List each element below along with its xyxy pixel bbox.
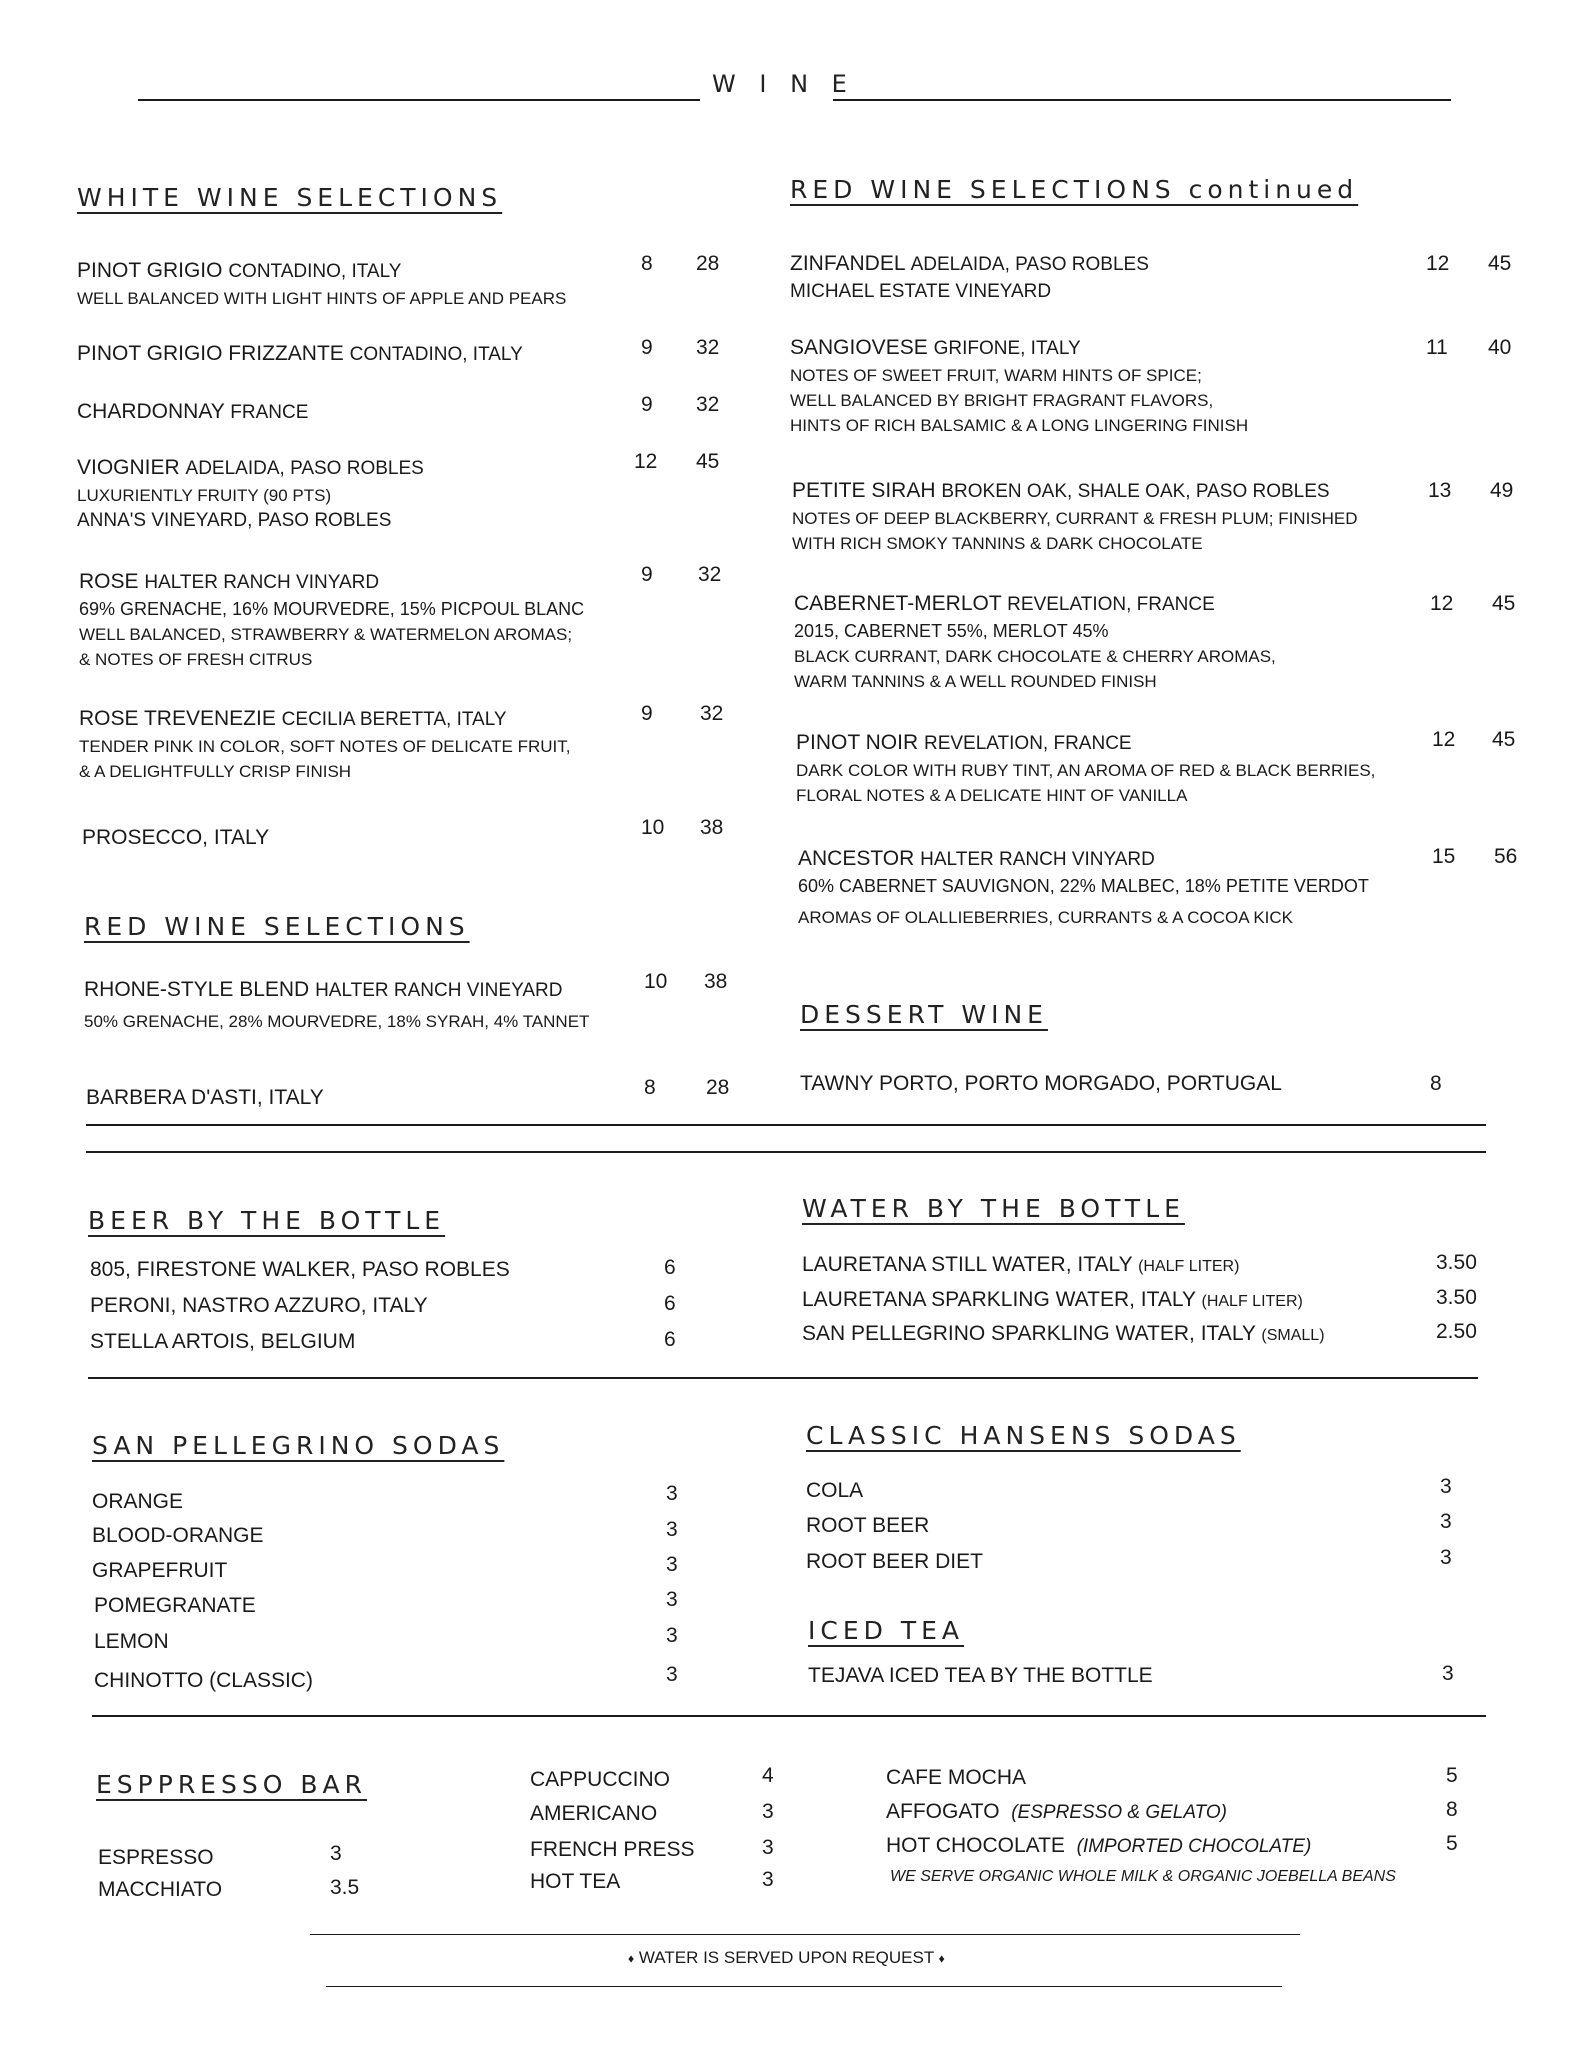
list-item: BLOOD-ORANGE: [92, 1524, 264, 1547]
item-price: 5: [1446, 1832, 1458, 1855]
list-item: LAURETANA STILL WATER, ITALY (HALF LITER): [802, 1253, 1240, 1276]
item-price: 3.50: [1436, 1251, 1477, 1274]
glass-price: 8: [641, 252, 653, 275]
white-wine-title: WHITE WINE SELECTIONS: [77, 183, 503, 212]
list-item: ROOT BEER DIET: [806, 1550, 983, 1573]
header-rule-left: [138, 99, 700, 101]
bottle-price: 32: [696, 336, 720, 359]
list-item: STELLA ARTOIS, BELGIUM: [90, 1330, 356, 1353]
bottle-price: 45: [1492, 728, 1516, 751]
list-item: LEMON: [94, 1630, 169, 1653]
item-price: 3: [1440, 1510, 1452, 1533]
list-item: SAN PELLEGRINO SPARKLING WATER, ITALY (SMALL): [802, 1322, 1325, 1345]
bottle-price: 45: [696, 450, 720, 473]
item-price: 3: [1442, 1662, 1454, 1685]
list-item: TAWNY PORTO, PORTO MORGADO, PORTUGAL: [800, 1072, 1282, 1095]
divider: [88, 1377, 1478, 1379]
glass-price: 8: [644, 1076, 656, 1099]
page-title: W I N E: [712, 70, 855, 98]
list-item: BARBERA D'ASTI, ITALY: [86, 1086, 324, 1109]
glass-price: 10: [644, 970, 668, 993]
item-price: 3: [1440, 1546, 1452, 1569]
item-price: 3: [666, 1624, 678, 1647]
list-item: FRENCH PRESS: [530, 1838, 695, 1861]
glass-price: 12: [1426, 252, 1450, 275]
list-item: AMERICANO: [530, 1802, 658, 1825]
item-price: 6: [664, 1292, 676, 1315]
list-item: HOT CHOCOLATE (IMPORTED CHOCOLATE): [886, 1834, 1312, 1857]
list-item: PINOT GRIGIO FRIZZANTE CONTADINO, ITALY: [77, 342, 523, 365]
item-price: 5: [1446, 1764, 1458, 1787]
item-price: 3: [666, 1518, 678, 1541]
bottle-price: 28: [696, 252, 720, 275]
list-item: PERONI, NASTRO AZZURO, ITALY: [90, 1294, 428, 1317]
list-item: PETITE SIRAH BROKEN OAK, SHALE OAK, PASO ROBLES NOTES OF DEEP BLACKBERRY, CURRANT & FRESH PLUM; FINISHED WITH RICH SMOKY TANNINS & DARK CHOCOLATE: [792, 479, 1358, 553]
glass-price: 13: [1428, 479, 1452, 502]
item-price: 3: [666, 1553, 678, 1576]
list-item: PINOT NOIR REVELATION, FRANCE DARK COLOR WITH RUBY TINT, AN AROMA OF RED & BLACK BERRIES, FLORAL NOTES & A DELICATE HINT OF VANILLA: [796, 731, 1376, 805]
item-price: 3: [666, 1663, 678, 1686]
list-item: SANGIOVESE GRIFONE, ITALY NOTES OF SWEET FRUIT, WARM HINTS OF SPICE; WELL BALANCED BY BRIGHT FRAGRANT FLAVORS, HINTS OF RICH BALSAMIC & A LONG LINGERING FINISH: [790, 336, 1249, 435]
list-item: GRAPEFRUIT: [92, 1559, 228, 1582]
item-price: 6: [664, 1256, 676, 1279]
list-item: HOT TEA: [530, 1870, 621, 1893]
header-rule-right: [833, 99, 1451, 101]
red-wine-title: RED WINE SELECTIONS: [84, 912, 470, 941]
footer-rule-bottom: [326, 1986, 1282, 1987]
item-price: 3: [762, 1800, 774, 1823]
hansens-title: CLASSIC HANSENS SODAS: [806, 1421, 1241, 1450]
glass-price: 11: [1426, 336, 1448, 359]
list-item: AFFOGATO (ESPRESSO & GELATO): [886, 1800, 1227, 1823]
glass-price: 10: [641, 816, 665, 839]
san-pellegrino-title: SAN PELLEGRINO SODAS: [92, 1431, 505, 1460]
list-item: ANCESTOR HALTER RANCH VINYARD 60% CABERNET SAUVIGNON, 22% MALBEC, 18% PETITE VERDOT AROMAS OF OLALLIEBERRIES, CURRANTS & A COCOA KICK: [798, 847, 1369, 927]
list-item: ROSE TREVENEZIE CECILIA BERETTA, ITALY TENDER PINK IN COLOR, SOFT NOTES OF DELICATE FRUIT, & A DELIGHTFULLY CRISP FINISH: [79, 707, 571, 781]
glass-price: 9: [641, 702, 653, 725]
item-price: 3: [762, 1868, 774, 1891]
list-item: LAURETANA SPARKLING WATER, ITALY (HALF LITER): [802, 1288, 1303, 1311]
bottle-price: 38: [700, 816, 724, 839]
item-price: 3: [762, 1836, 774, 1859]
item-price: 3: [330, 1842, 342, 1865]
list-item: ZINFANDEL ADELAIDA, PASO ROBLES MICHAEL ESTATE VINEYARD: [790, 252, 1149, 302]
espresso-bar-title: ESPPRESSO BAR: [96, 1770, 367, 1799]
list-item: CHARDONNAY FRANCE: [77, 400, 309, 423]
list-item: TEJAVA ICED TEA BY THE BOTTLE: [808, 1664, 1153, 1687]
item-price: 8: [1446, 1798, 1458, 1821]
glass-price: 12: [1432, 728, 1456, 751]
item-price: 3: [666, 1588, 678, 1611]
list-item: VIOGNIER ADELAIDA, PASO ROBLES LUXURIENTLY FRUITY (90 PTS) ANNA'S VINEYARD, PASO ROBLES: [77, 456, 424, 531]
glass-price: 9: [641, 336, 653, 359]
list-item: CAFE MOCHA: [886, 1766, 1027, 1789]
glass-price: 12: [634, 450, 658, 473]
divider: [86, 1124, 1486, 1126]
list-item: POMEGRANATE: [94, 1594, 256, 1617]
bottle-price: 32: [700, 702, 724, 725]
item-price: 3.5: [330, 1876, 360, 1899]
footer-rule-top: [310, 1934, 1300, 1935]
item-price: 2.50: [1436, 1320, 1477, 1343]
list-item: PROSECCO, ITALY: [82, 826, 270, 849]
list-item: CAPPUCCINO: [530, 1768, 671, 1791]
beer-title: BEER BY THE BOTTLE: [88, 1206, 446, 1235]
glass-price: 9: [641, 393, 653, 416]
iced-tea-title: ICED TEA: [808, 1616, 964, 1645]
bottle-price: 32: [698, 563, 722, 586]
item-price: 3.50: [1436, 1286, 1477, 1309]
bottle-price: 45: [1492, 592, 1516, 615]
bottle-price: 32: [696, 393, 720, 416]
list-item: 805, FIRESTONE WALKER, PASO ROBLES: [90, 1258, 510, 1281]
divider: [86, 1151, 1486, 1153]
bottle-price: 56: [1494, 845, 1518, 868]
footer-note: ♦ WATER IS SERVED UPON REQUEST ♦: [628, 1948, 945, 1967]
glass-price: 12: [1430, 592, 1454, 615]
footnote: WE SERVE ORGANIC WHOLE MILK & ORGANIC JOEBELLA BEANS: [890, 1868, 1396, 1885]
item-price: 4: [762, 1764, 774, 1787]
list-item: CABERNET-MERLOT REVELATION, FRANCE 2015, CABERNET 55%, MERLOT 45% BLACK CURRANT, DARK CHOCOLATE & CHERRY AROMAS, WARM TANNINS & A WELL ROUNDED FINISH: [794, 592, 1276, 691]
list-item: ORANGE: [92, 1490, 184, 1513]
bottle-price: 40: [1488, 336, 1512, 359]
red-wine-continued-title: RED WINE SELECTIONS continued: [790, 175, 1359, 204]
diamond-icon: ♦: [628, 1951, 635, 1966]
bottle-price: 49: [1490, 479, 1514, 502]
bottle-price: 38: [704, 970, 728, 993]
list-item: PINOT GRIGIO CONTADINO, ITALY WELL BALANCED WITH LIGHT HINTS OF APPLE AND PEARS: [77, 259, 567, 308]
glass-price: 9: [641, 563, 653, 586]
item-price: 3: [1440, 1475, 1452, 1498]
bottle-price: 45: [1488, 252, 1512, 275]
list-item: ROOT BEER: [806, 1514, 930, 1537]
list-item: ROSE HALTER RANCH VINYARD 69% GRENACHE, 16% MOURVEDRE, 15% PICPOUL BLANC WELL BALANCED, STRAWBERRY & WATERMELON AROMAS; & NOTES OF FRESH CITRUS: [79, 570, 585, 669]
list-item: CHINOTTO (CLASSIC): [94, 1669, 313, 1692]
item-price: 6: [664, 1328, 676, 1351]
item-price: 8: [1430, 1072, 1442, 1095]
divider: [92, 1715, 1486, 1717]
list-item: RHONE-STYLE BLEND HALTER RANCH VINEYARD 50% GRENACHE, 28% MOURVEDRE, 18% SYRAH, 4% TANNET: [84, 978, 590, 1031]
glass-price: 15: [1432, 845, 1456, 868]
list-item: MACCHIATO: [98, 1878, 223, 1901]
list-item: COLA: [806, 1479, 864, 1502]
bottle-price: 28: [706, 1076, 730, 1099]
item-price: 3: [666, 1482, 678, 1505]
diamond-icon: ♦: [938, 1951, 945, 1966]
dessert-wine-title: DESSERT WINE: [800, 1000, 1048, 1029]
water-title: WATER BY THE BOTTLE: [802, 1194, 1185, 1223]
list-item: ESPRESSO: [98, 1846, 214, 1869]
